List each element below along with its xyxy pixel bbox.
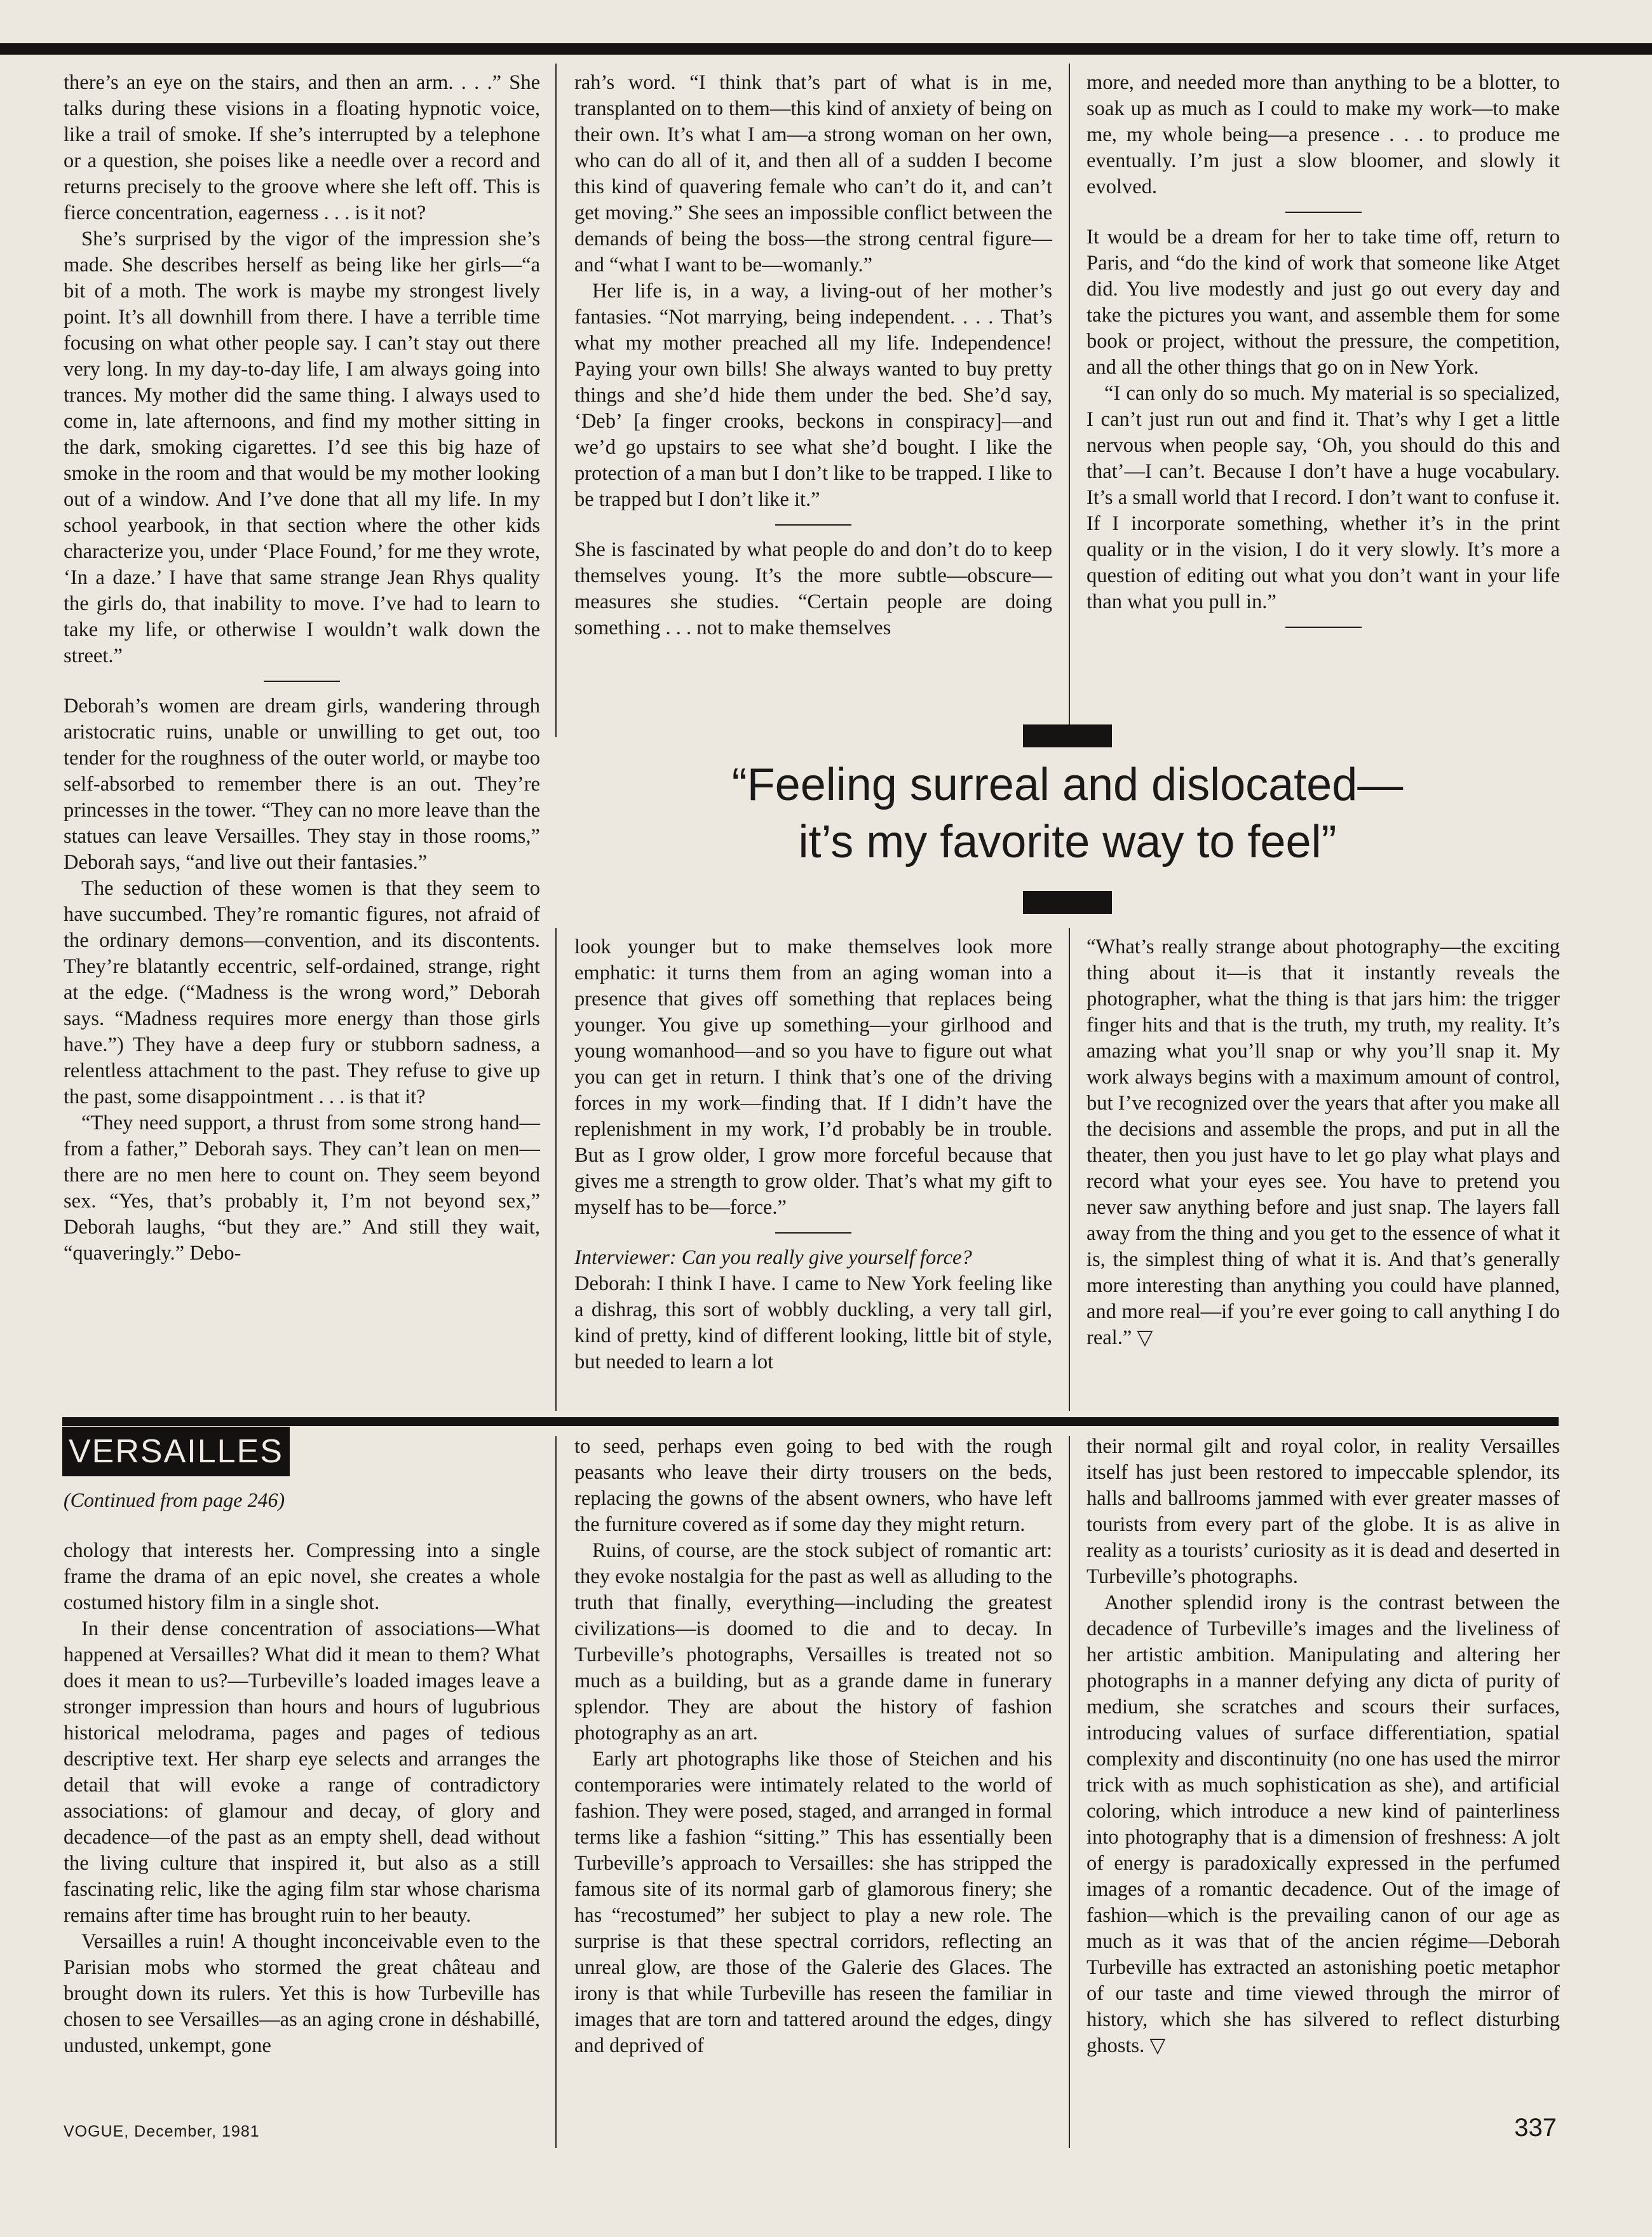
article-column-2-bottom bbox=[574, 934, 1052, 1375]
pull-quote-bar-top bbox=[1023, 724, 1112, 747]
article-column-3-top bbox=[1087, 70, 1560, 639]
paragraph: She is fascinated by what people do and don’t do to keep themselves young. It’s the more subtle—obscure—measures she studies. “Certain people are doing something . . . not to make themselves bbox=[574, 538, 1052, 639]
column-divider bbox=[1069, 928, 1070, 1411]
article-column-3-bottom bbox=[1087, 934, 1560, 1351]
paragraph: to seed, perhaps even going to bed with the rough peasants who leave their dirty trousers on the beds, replacing the gowns of the absent owners, who have left the furniture covered as if some day they might return. bbox=[574, 1435, 1052, 1536]
paragraph: In their dense concentration of associations—What happened at Versailles? What did it mean to them? What does it mean to us?—Turbeville’s loaded images leave a stronger impression than hours and hours of lugubrious historical melodrama, pages and pages of tedious descriptive text. Her sharp eye selects and arranges the detail that will evoke a range of contradictory associations: of glamour and decay, of glory and decadence—of the past as an empty shell, dead without the living culture that inspired it, but also as a still fascinating relic, like the aging film star whose charisma remains after time has brought ruin to her beauty. bbox=[64, 1617, 540, 1927]
paragraph: there’s an eye on the stairs, and then an arm. . . .” She talks during these visions in a floating hypnotic voice, like a trail of smoke. If she’s interrupted by a telephone or a question, she poises like a needle over a record and returns precisely to the groove where she left off. This is fierce concentration, eagerness . . . is it not? bbox=[64, 71, 540, 224]
interviewer-question: Interviewer: Can you really give yourself force? bbox=[574, 1246, 972, 1269]
page-number: 337 bbox=[1514, 2114, 1557, 2142]
pull-quote bbox=[572, 756, 1563, 871]
paragraph: She’s surprised by the vigor of the impression she’s made. She describes herself as being like her girls—“a bit of a moth. The work is maybe my strongest lively point. It’s all downhill from there. I have a terrible time focusing on what other people say. I can’t stay out there very long. In my day-to-day life, I am always going into trances. My mother did the same thing. I always used to come in, late afternoons, and find my mother sitting in the dark, smoking cigarettes. I’d see this big haze of smoke in the room and that would be my mother looking out of a window. And I’ve done that all my life. In my school yearbook, in that section where the other kids characterize you, under ‘Place Found,’ for me they wrote, ‘In a daze.’ I have that same strange Jean Rhys quality the girls do, that inability to move. I’ve had to learn to take my life, or otherwise I wouldn’t walk down the street.” bbox=[64, 228, 540, 667]
column-divider bbox=[555, 64, 557, 737]
paragraph: Versailles a ruin! A thought inconceivable even to the Parisian mobs who stormed the great château and brought down its rulers. Yet this is how Turbeville has chosen to see Versailles—as an aging crone in déshabillé, undusted, unkempt, gone bbox=[64, 1930, 540, 2057]
paragraph: “I can only do so much. My material is so specialized, I can’t just run out and find it. That’s why I get a little nervous when people say, ‘Oh, you should do this and that’—I can’t. Because I don’t have a huge vocabulary. It’s a small world that I record. I don’t want to confuse it. If I incorporate something, whether it’s in the print quality or in the vision, I do it very slowly. It’s more a question of editing out what you don’t want in your life than what you pull in.” bbox=[1087, 382, 1560, 613]
column-divider bbox=[1069, 64, 1070, 737]
paragraph: Another splendid irony is the contrast between the decadence of Turbeville’s images and the liveliness of her artistic ambition. Manipulating and altering her photographs in a manner defying any dicta of purity of medium, she scratches and scours their surfaces, introducing values of surface differentiation, spatial complexity and discontinuity (no one has used the mirror trick with as much sophistication as she), and artificial coloring, which introduce a new kind of painterliness into photography that is a dimension of freshness: A jolt of energy is paradoxically expressed in the perfumed images of a romantic decadence. Out of the image of fashion—which is the prevailing canon of our age as much as it was that of the ancien régime—Deborah Turbeville has extracted an astonishing poetic metaphor of our taste and time viewed through the mirror of history, which she has silvered to reflect disturbing ghosts. ▽ bbox=[1087, 1591, 1560, 2057]
top-rule bbox=[0, 43, 1652, 55]
paragraph: It would be a dream for her to take time off, return to Paris, and “do the kind of work that someone like Atget did. You live modestly and just go out every day and take the pictures you want, and assemble them for some book or project, without the pressure, the competition, and all the other things that go on in New York. bbox=[1087, 226, 1560, 379]
paragraph: Her life is, in a way, a living-out of her mother’s fantasies. “Not marrying, being independent. . . . That’s what my mother preached all my life. Independence! Paying your own bills! She always wanted to buy pretty things and she’d hide them under the bed. She’d say, ‘Deb’ [a finger crooks, beckons in conspiracy]—and we’d go upstairs to see what she’d bought. I like the protection of a man but I don’t like to be trapped. I like to be trapped but I don’t like it.” bbox=[574, 280, 1052, 511]
section-separator bbox=[775, 1232, 851, 1234]
pull-quote-line-2: it’s my favorite way to feel” bbox=[798, 817, 1337, 867]
column-divider bbox=[1069, 1436, 1070, 2148]
section-separator bbox=[775, 524, 851, 526]
paragraph: Early art photographs like those of Steichen and his contemporaries were intimately related to the world of fashion. They were posed, staged, and arranged in formal terms like a fashion “sitting.” This has essentially been Turbeville’s approach to Versailles: she has stripped the famous site of its normal garb of glamorous finery; she has “recostumed” her subject to play a new role. The surprise is that these spectral corridors, reflecting an unreal glow, are those of the Galerie des Glaces. The irony is that while Turbeville has reseen the familiar in images that are torn and tattered around the edges, dingy and deprived of bbox=[574, 1748, 1052, 2057]
paragraph: look younger but to make themselves look more emphatic: it turns them from an aging woman into a presence that gives off something that replaces being younger. You give up something—your girlhood and young womanhood—and so you have to figure out what you can get in return. I think that’s one of the driving forces in my work—finding that. If I didn’t have the replenishment in my work, I’d probably be in trouble. But as I grow older, I grow more forceful because that gives me a strength to grow older. That’s what my gift to myself has to be—force.” bbox=[574, 935, 1052, 1219]
section-separator bbox=[264, 681, 340, 682]
article-column-2-top bbox=[574, 70, 1052, 641]
continued-from-note: (Continued from page 246) bbox=[64, 1488, 285, 1511]
paragraph: chology that interests her. Compressing into a single frame the drama of an epic novel, she creates a whole costumed history film in a single shot. bbox=[64, 1539, 540, 1614]
versailles-column-3 bbox=[1087, 1434, 1560, 2059]
article-column-1 bbox=[64, 70, 540, 1267]
section-divider-rule bbox=[62, 1417, 1559, 1426]
paragraph: more, and needed more than anything to be a blotter, to soak up as much as I could to make my work—to make me, my whole being—a presence . . . to produce me eventually. I’m just a slow bloomer, and slowly it evolved. bbox=[1087, 71, 1560, 198]
paragraph: Deborah’s women are dream girls, wandering through aristocratic ruins, unable or unwilling to get out, too tender for the roughness of the outer world, or maybe too self-absorbed to remember there is an out. They’re princesses in the tower. “They can no more leave than the statues can leave Versailles. They stay in those rooms,” Deborah says, “and live out their fantasies.” bbox=[64, 695, 540, 874]
paragraph: rah’s word. “I think that’s part of what is in me, transplanted on to them—this kind of anxiety of being on their own. It’s what I am—a strong woman on her own, who can do all of it, and then all of a sudden I become this kind of quavering female who can’t do it, and can’t get moving.” She sees an impossible conflict between the demands of being the boss—the strong central figure—and “what I want to be—womanly.” bbox=[574, 71, 1052, 276]
paragraph: “They need support, a thrust from some strong hand—from a father,” Deborah says. They can’t lean on men—there are no men here to count on. They seem beyond sex. “Yes, that’s probably it, I’m not beyond sex,” Deborah laughs, “but they are.” And still they wait, “quaveringly.” Debo- bbox=[64, 1112, 540, 1265]
section-separator bbox=[1285, 627, 1362, 628]
versailles-column-2 bbox=[574, 1434, 1052, 2059]
paragraph: Deborah: I think I have. I came to New York feeling like a dishrag, this sort of wobbly duckling, a very tall girl, kind of pretty, kind of different looking, little bit of style, but needed to learn a lot bbox=[574, 1272, 1052, 1373]
paragraph: their normal gilt and royal color, in reality Versailles itself has just been restored to impeccable splendor, its halls and ballrooms jammed with ever greater masses of tourists from every part of the globe. It is as alive in reality as a tourists’ curiosity as it is dead and deserted in Turbeville’s photographs. bbox=[1087, 1435, 1560, 1588]
paragraph: The seduction of these women is that they seem to have succumbed. They’re romantic figures, not afraid of the ordinary demons—convention, and its discontents. They’re blatantly eccentric, self-ordained, strange, right at the edge. (“Madness is the wrong word,” Deborah says. “Madness requires more energy than those girls have.”) They have a deep fury or stubborn sadness, a relentless attachment to the past. They refuse to give up the past, some disappointment . . . is that it? bbox=[64, 877, 540, 1108]
section-label: VERSAILLES bbox=[62, 1427, 290, 1476]
paragraph: “What’s really strange about photography—the exciting thing about it—is that it instantly reveals the photographer, what the thing is that jars him: the trigger finger hits and that is the truth, my truth, my reality. It’s amazing what you’ll snap or why you’ll snap it. My work always begins with a maximum amount of control, but I’ve recognized over the years that after you make all the decisions and assemble the props, and put in all the theater, then you just have to let go play what plays and record what your eyes see. You have to pretend you never saw anything before and just snap. The layers fall away from the thing and you get to the essence of what it is, the simplest thing of what it is. And that’s generally more interesting than anything you could have planned, and more real—if you’re ever going to call anything I do real.” ▽ bbox=[1087, 935, 1560, 1349]
column-divider bbox=[555, 928, 557, 1411]
pull-quote-bar-bottom bbox=[1023, 891, 1112, 914]
pull-quote-line-1: “Feeling surreal and dislocated— bbox=[731, 759, 1404, 810]
section-separator bbox=[1285, 212, 1362, 213]
paragraph: Ruins, of course, are the stock subject of romantic art: they evoke nostalgia for the past as well as alluding to the truth that finally, everything—including the greatest civilizations—is doomed to die and to decay. In Turbeville’s photographs, Versailles is treated not so much as a building, but as a grande dame in funerary splendor. They are about the history of fashion photography as an art. bbox=[574, 1539, 1052, 1744]
magazine-footer: VOGUE, December, 1981 bbox=[64, 2123, 260, 2140]
column-divider bbox=[555, 1436, 557, 2148]
versailles-column-1 bbox=[64, 1538, 540, 2059]
